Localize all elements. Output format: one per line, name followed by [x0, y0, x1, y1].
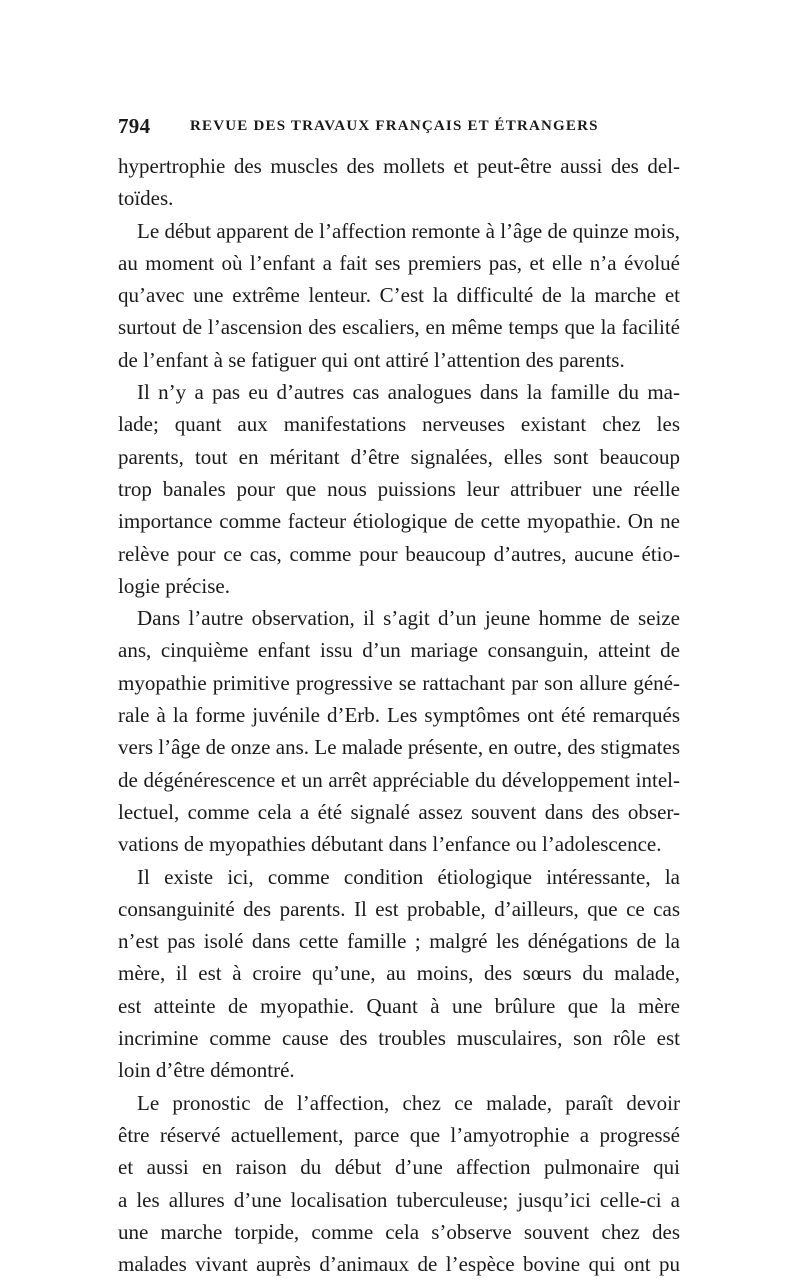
text-line: importance comme facteur étiologique de cette myopathie. On ne [118, 509, 680, 534]
text-line: incrimine comme cause des troubles musculaires, son rôle est [118, 1026, 680, 1051]
text-line: loin d’être démontré. [118, 1058, 295, 1083]
text-line: myopathie primitive progressive se rattachant par son allure géné- [118, 670, 680, 695]
text-line: Le début apparent de l’affection remonte à l’âge de quinze mois, [137, 218, 680, 243]
text-line: toïdes. [118, 186, 174, 211]
text-line: de l’enfant à se fatiguer qui ont attiré l’attention des parents. [118, 347, 625, 372]
text-line: qu’avec une extrême lenteur. C’est la difficulté de la marche et [118, 283, 680, 308]
text-line: être réservé actuellement, parce que l’amyotrophie a progressé [118, 1122, 680, 1147]
text-line: trop banales pour que nous puissions leur attribuer une réelle [118, 476, 680, 501]
text-line: vations de myopathies débutant dans l’enfance ou l’adolescence. [118, 832, 662, 857]
text-line: consanguinité des parents. Il est probable, d’ailleurs, que ce cas [118, 896, 680, 921]
text-line: Il existe ici, comme condition étiologique intéressante, la [137, 864, 680, 889]
text-line: Il n’y a pas eu d’autres cas analogues dans la famille du ma- [137, 380, 680, 405]
text-line: a les allures d’une localisation tuberculeuse; jusqu’ici celle-ci a [118, 1187, 680, 1212]
text-line: au moment où l’enfant a fait ses premiers pas, et elle n’a évolué [118, 250, 680, 275]
text-line: mère, il est à croire qu’une, au moins, des sœurs du malade, [118, 961, 680, 986]
text-line: relève pour ce cas, comme pour beaucoup d’autres, aucune étio- [118, 541, 680, 566]
body-text [118, 150, 680, 1280]
text-line: lade; quant aux manifestations nerveuses existant chez les [118, 412, 680, 437]
text-line: malades vivant auprès d’animaux de l’espèce bovine qui ont pu [118, 1252, 680, 1277]
text-line: Le pronostic de l’affection, chez ce malade, paraît devoir [137, 1090, 680, 1115]
text-line: une marche torpide, comme cela s’observe souvent chez des [118, 1219, 680, 1244]
text-line: n’est pas isolé dans cette famille ; malgré les dénégations de la [118, 929, 680, 954]
text-line: Dans l’autre observation, il s’agit d’un jeune homme de seize [137, 606, 680, 631]
text-line: hypertrophie des muscles des mollets et peut-être aussi des del- [118, 154, 680, 178]
text-line: logie précise. [118, 573, 230, 598]
page-number: 794 [118, 114, 151, 138]
text-line: vers l’âge de onze ans. Le malade présente, en outre, des stigmates [118, 735, 680, 760]
text-line: de dégénérescence et un arrêt appréciable du développement intel- [118, 767, 680, 792]
text-line: ans, cinquième enfant issu d’un mariage consanguin, atteint de [118, 638, 680, 663]
text-line: lectuel, comme cela a été signalé assez souvent dans des obser- [118, 799, 680, 824]
running-header [118, 114, 680, 144]
running-title: REVUE DES TRAVAUX FRANÇAIS ET ÉTRANGERS [190, 118, 599, 134]
text-line: parents, tout en méritant d’être signalées, elles sont beaucoup [118, 444, 680, 469]
text-line: est atteinte de myopathie. Quant à une brûlure que la mère [118, 993, 680, 1018]
text-line: rale à la forme juvénile d’Erb. Les symptômes ont été remarqués [118, 703, 680, 728]
text-line: surtout de l’ascension des escaliers, en même temps que la facilité [118, 315, 680, 340]
text-line: et aussi en raison du début d’une affection pulmonaire qui [118, 1155, 680, 1180]
